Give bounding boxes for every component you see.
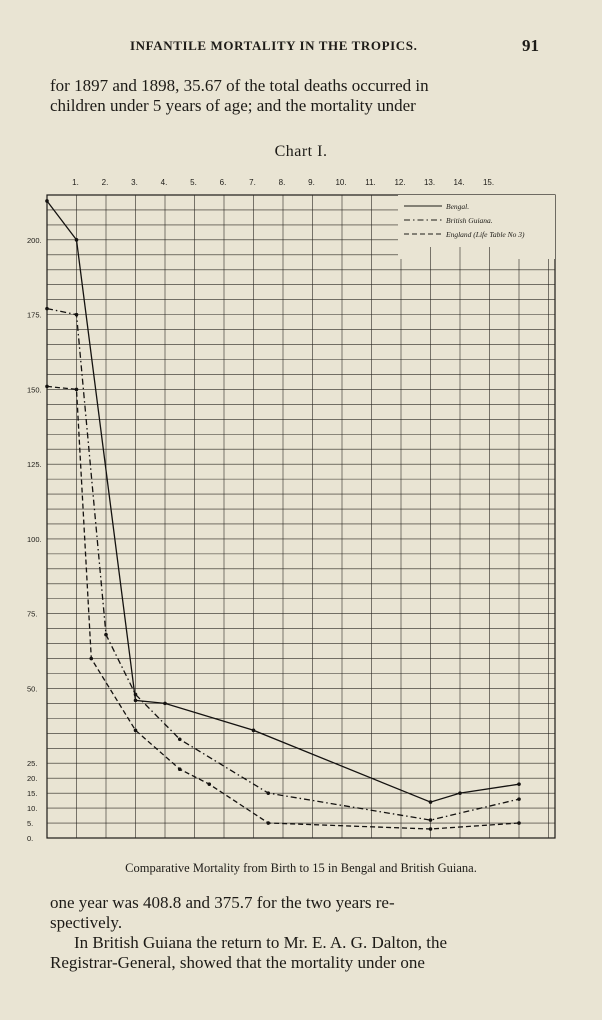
running-title: INFANTILE MORTALITY IN THE TROPICS.: [130, 38, 418, 53]
x-tick-label: 3.: [131, 178, 138, 187]
data-point: [134, 729, 138, 733]
data-point: [429, 818, 433, 822]
y-tick-label: 25.: [27, 759, 38, 769]
data-point: [134, 699, 138, 703]
x-tick-label: 1.: [72, 178, 79, 187]
data-point: [163, 702, 167, 706]
x-tick-label: 9.: [308, 178, 315, 187]
data-point: [429, 827, 433, 831]
text-line: for 1897 and 1898, 35.67 of the total deaths occurred in: [50, 76, 429, 95]
legend-background: [398, 195, 555, 259]
y-tick-label: 175.: [27, 310, 42, 320]
data-point: [178, 767, 182, 771]
data-point: [45, 307, 49, 311]
data-point: [89, 657, 93, 661]
text-line: children under 5 years of age; and the mortality under: [50, 96, 416, 115]
x-tick-label: 8.: [278, 178, 286, 187]
y-tick-label: 125.: [27, 460, 42, 470]
text-line: Registrar-General, showed that the mortality under one: [50, 953, 425, 972]
y-tick-label: 200.: [27, 235, 42, 245]
data-point: [517, 821, 521, 825]
x-tick-label: 6.: [219, 178, 227, 187]
data-point: [458, 791, 462, 795]
x-tick-label: 12.: [394, 178, 406, 187]
data-point: [429, 800, 433, 804]
data-point: [517, 797, 521, 801]
y-tick-label: 50.: [27, 684, 38, 694]
x-tick-label: 5.: [190, 178, 197, 187]
x-tick-label: 7.: [249, 178, 256, 187]
x-tick-label: 4.: [160, 178, 168, 187]
x-tick-label: 2.: [101, 178, 109, 187]
data-point: [207, 782, 211, 786]
text-line: In British Guiana the return to Mr. E. A. G. Dalton, the: [74, 933, 447, 952]
data-point: [75, 388, 79, 392]
y-tick-label: 20.: [27, 774, 38, 784]
x-tick-label: 10.: [335, 178, 347, 187]
x-tick-label: 15.: [482, 178, 495, 187]
y-tick-label: 10.: [27, 804, 38, 814]
bottom-paragraph: [50, 893, 550, 973]
data-point: [266, 791, 270, 795]
y-tick-label: 15.: [27, 789, 38, 799]
y-tick-label: 150.: [27, 385, 42, 395]
x-tick-label: 13.: [423, 178, 436, 187]
data-point: [104, 633, 108, 637]
legend-label: Bengal.: [446, 202, 470, 211]
page-number: 91: [522, 36, 539, 55]
x-tick-label: 11.: [365, 178, 376, 187]
legend-label: British Guiana.: [446, 216, 493, 225]
data-point: [517, 782, 521, 786]
legend-label: England (Life Table No 3): [446, 230, 525, 239]
data-point: [252, 729, 256, 733]
data-point: [75, 238, 79, 242]
chart-frame: [47, 195, 555, 838]
data-point: [178, 738, 182, 742]
data-point: [266, 821, 270, 825]
x-tick-label: 14.: [453, 178, 465, 187]
text-line: one year was 408.8 and 375.7 for the two years re-: [50, 893, 395, 912]
data-point: [134, 693, 138, 697]
data-point: [45, 199, 49, 203]
y-tick-label: 0.: [27, 834, 34, 843]
data-point: [45, 385, 49, 389]
text-line: spectively.: [50, 913, 123, 932]
data-point: [75, 313, 79, 317]
chart-heading: Chart I.: [274, 143, 328, 160]
figure-caption: Comparative Mortality from Birth to 15 in Bengal and British Guiana.: [125, 861, 477, 875]
y-tick-label: 5.: [27, 819, 34, 829]
y-tick-label: 75.: [27, 609, 38, 619]
y-tick-label: 100.: [27, 534, 42, 544]
